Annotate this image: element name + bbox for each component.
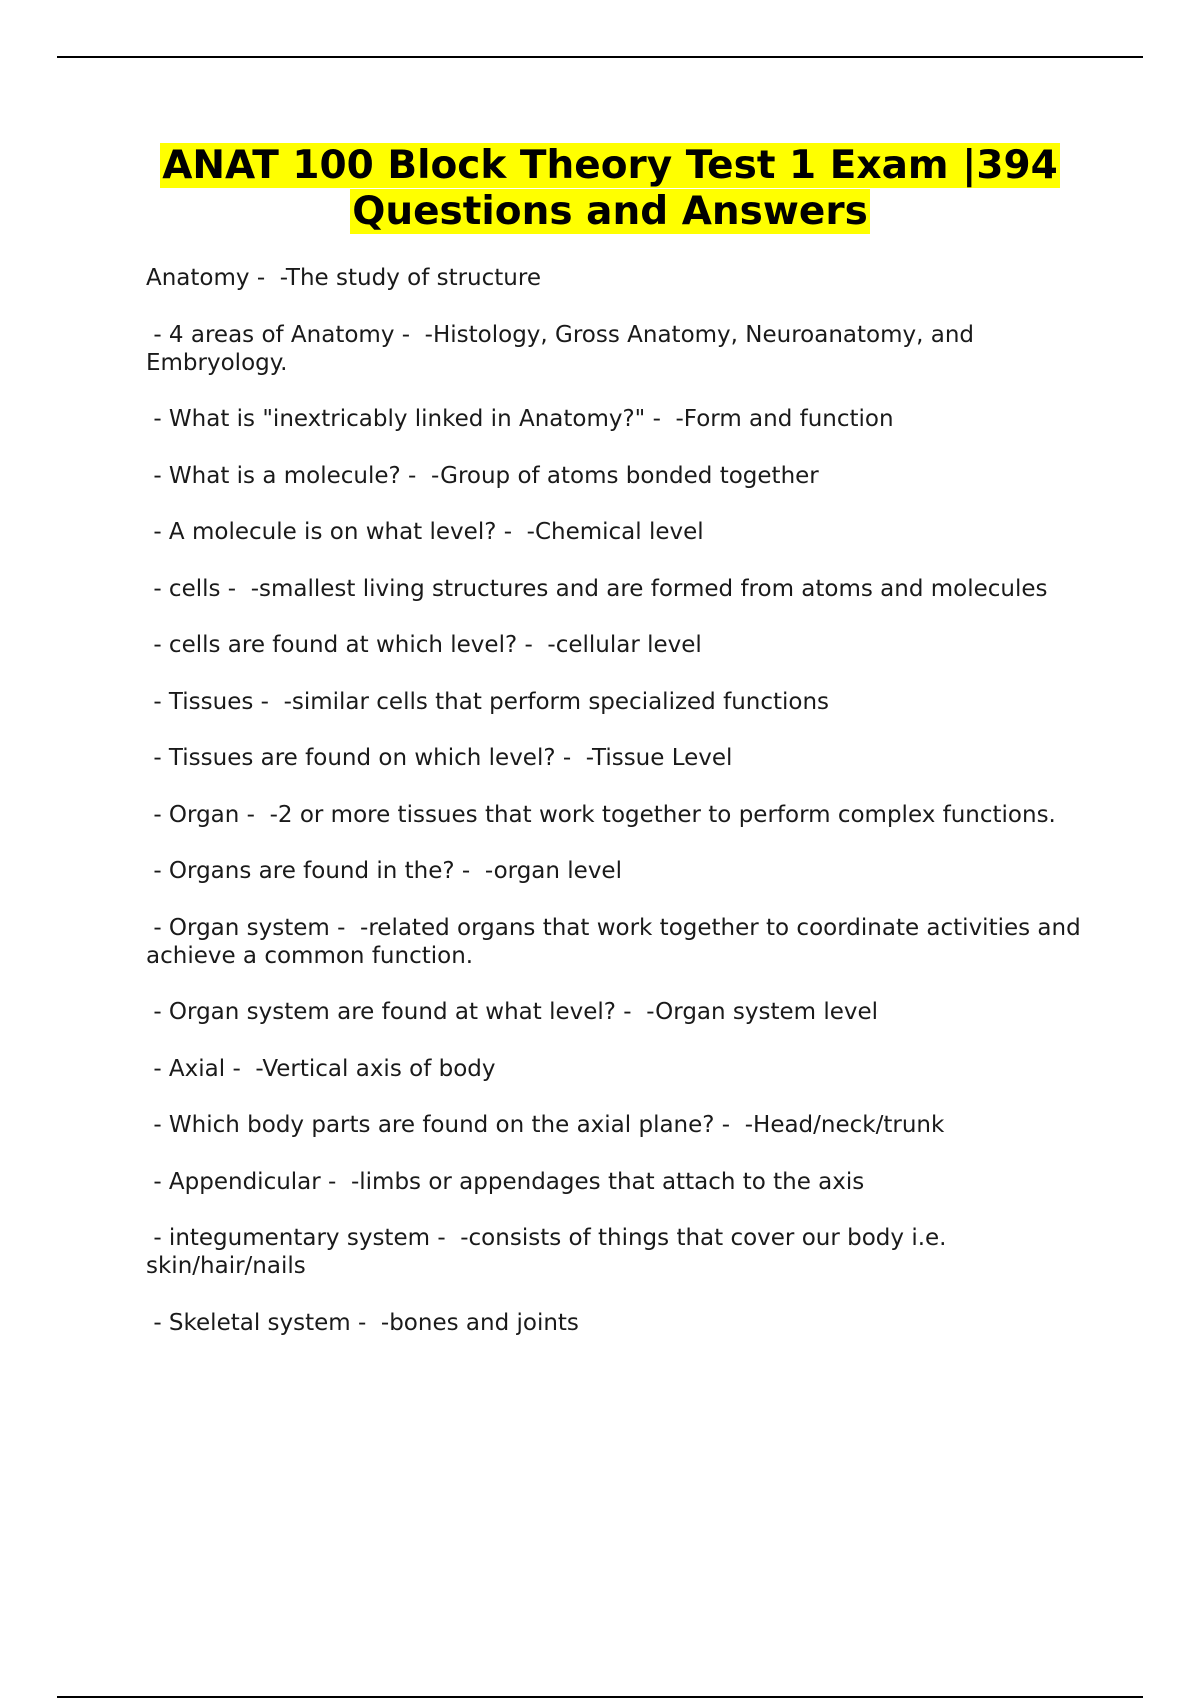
qa-item: - A molecule is on what level? - -Chemical level [146,519,704,545]
qa-item: - Tissues are found on which level? - -Tissue Level [146,745,733,771]
qa-item: - Organ - -2 or more tissues that work together to perform complex functions. [146,801,1056,828]
qa-item: - integumentary system - -consists of things that cover our body i.e. skin/hair/nails [146,1225,954,1279]
document-title [130,143,1090,235]
qa-item: Anatomy - -The study of structure [146,265,541,291]
qa-item: - Which body parts are found on the axial plane? - -Head/neck/trunk [146,1112,945,1138]
title-line-2: Questions and Answers [352,189,868,234]
qa-item: - Skeletal system - -bones and joints [146,1309,579,1336]
qa-item: - Organ system are found at what level? - -Organ system level [146,999,879,1025]
qa-item: - Appendicular - -limbs or appendages that attach to the axis [146,1168,865,1195]
qa-item: - Organs are found in the? - -organ level [146,858,622,884]
title-line-1: ANAT 100 Block Theory Test 1 Exam |394 [162,143,1058,188]
qa-list [146,264,1089,1365]
qa-item: - Tissues - -similar cells that perform specialized functions [146,688,830,715]
qa-item: - What is "inextricably linked in Anatomy?" - -Form and function [146,406,894,432]
bottom-divider [57,1696,1143,1698]
top-divider [57,56,1143,58]
qa-item: - Axial - -Vertical axis of body [146,1055,496,1082]
qa-item: - What is a molecule? - -Group of atoms bonded together [146,462,819,489]
qa-item: - Organ system - -related organs that work together to coordinate activities and achieve a common function. [146,914,1089,969]
qa-item: - cells - -smallest living structures and are formed from atoms and molecules [146,575,1048,602]
qa-item: - cells are found at which level? - -cellular level [146,632,702,658]
qa-item: - 4 areas of Anatomy - -Histology, Gross Anatomy, Neuroanatomy, and Embryology. [146,321,982,376]
